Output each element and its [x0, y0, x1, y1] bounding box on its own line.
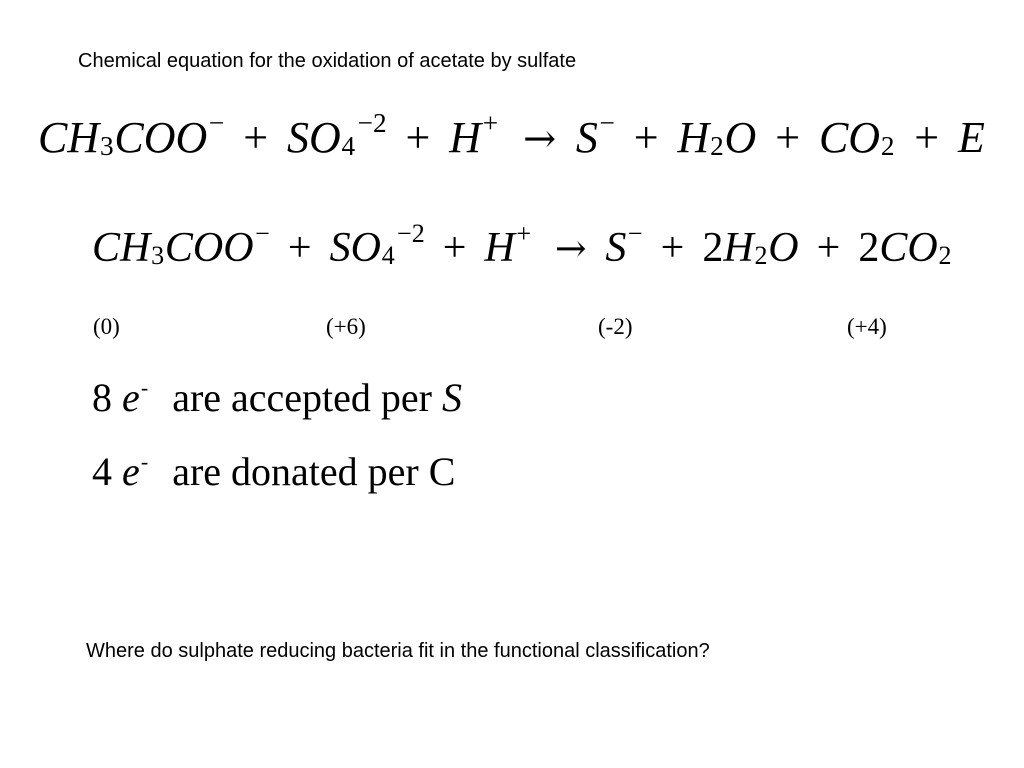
eq2-reactant1-rest: COO: [164, 225, 254, 271]
electrons-accepted-sup: -: [140, 374, 149, 400]
eq2-product1-main: S: [605, 225, 627, 271]
eq1-reactant1-main: CH: [38, 113, 100, 162]
eq1-reactant3-charge: +: [482, 108, 499, 139]
electrons-accepted-element: S: [441, 375, 462, 420]
eq2-plus3: +: [660, 225, 685, 271]
eq2-product3-main: CO: [879, 225, 938, 271]
eq1-plus3: +: [633, 113, 659, 162]
oxidation-state-c-reactant: (0): [93, 314, 120, 339]
electrons-donated-count: 4: [92, 449, 112, 494]
eq2-plus2: +: [442, 225, 467, 271]
eq2-arrow: →: [554, 226, 587, 270]
eq1-reactant1-rest: COO: [114, 113, 208, 162]
eq2-product3-sub: 2: [938, 241, 952, 271]
eq1-plus5: +: [914, 113, 940, 162]
electrons-donated-line: [92, 448, 456, 494]
oxidation-state-c-product: (+4): [847, 314, 887, 339]
eq1-reactant2-main: SO: [286, 113, 341, 162]
equation-unbalanced: [38, 108, 985, 162]
eq1-reactant1-charge: −: [208, 108, 225, 139]
eq2-reactant3-charge: +: [516, 219, 532, 249]
eq1-product2-main: H: [677, 113, 710, 162]
eq2-product3-coef: 2: [858, 225, 880, 271]
eq2-plus4: +: [816, 225, 841, 271]
eq2-reactant2-main: SO: [329, 225, 381, 271]
eq1-product4-main: E: [957, 113, 985, 162]
slide-title: Chemical equation for the oxidation of acetate by sulfate: [78, 50, 577, 72]
electrons-donated-text: are donated per: [172, 449, 419, 494]
electrons-donated-sup: -: [140, 448, 149, 474]
electrons-accepted-count: 8: [92, 375, 112, 420]
electrons-donated-e: e: [122, 449, 140, 494]
eq2-product2-sub: 2: [754, 241, 768, 271]
electrons-accepted-line: [92, 374, 462, 420]
eq1-reactant2-sub: 4: [341, 131, 356, 162]
eq1-reactant3-main: H: [449, 113, 482, 162]
eq2-reactant2-sub: 4: [381, 241, 395, 271]
eq2-plus1: +: [287, 225, 312, 271]
eq1-product2-rest: O: [724, 113, 757, 162]
eq2-product1-charge: −: [627, 219, 643, 249]
electrons-accepted-text: are accepted per: [172, 375, 432, 420]
eq1-plus4: +: [775, 113, 801, 162]
eq2-product2-rest: O: [768, 225, 799, 271]
eq2-reactant3-main: H: [484, 225, 515, 271]
eq2-reactant1-sub: 3: [151, 241, 165, 271]
eq1-product1-charge: −: [599, 108, 615, 139]
eq1-plus2: +: [405, 113, 431, 162]
question-text: Where do sulphate reducing bacteria fit in the functional classification?: [86, 640, 710, 662]
eq1-reactant2-charge: −2: [357, 108, 387, 139]
equation-balanced: [92, 219, 952, 271]
electrons-accepted-e: e: [122, 375, 140, 420]
oxidation-state-s-product: (-2): [598, 314, 633, 339]
eq1-reactant1-sub: 3: [99, 131, 114, 162]
eq2-reactant1-main: CH: [92, 225, 151, 271]
eq1-arrow: →: [522, 116, 557, 162]
oxidation-state-s-reactant: (+6): [326, 314, 366, 339]
eq1-product1-main: S: [575, 113, 598, 162]
eq2-reactant1-charge: −: [255, 219, 270, 249]
eq1-product3-main: CO: [818, 113, 881, 162]
eq1-product3-sub: 2: [880, 131, 895, 162]
eq1-plus1: +: [243, 113, 269, 162]
electrons-donated-element: C: [428, 449, 456, 494]
eq2-product2-main: H: [723, 225, 754, 271]
eq2-reactant2-charge: −2: [397, 219, 425, 249]
eq2-product2-coef: 2: [702, 225, 724, 271]
eq1-product2-sub: 2: [710, 131, 724, 162]
